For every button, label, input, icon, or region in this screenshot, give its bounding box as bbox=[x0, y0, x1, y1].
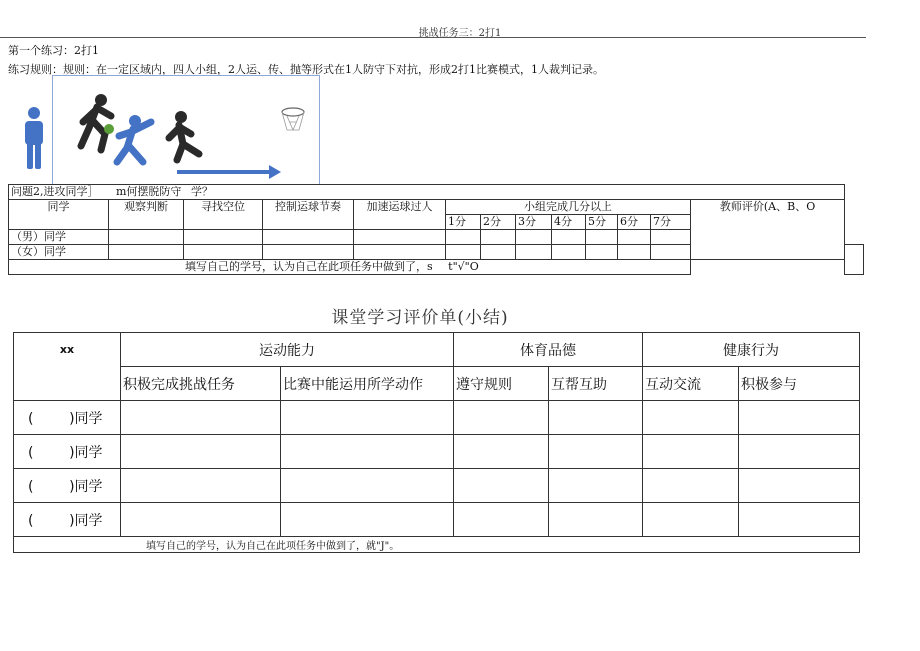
cell[interactable] bbox=[643, 469, 739, 503]
col-student: 同学 bbox=[9, 200, 109, 230]
illustration-frame bbox=[52, 75, 320, 185]
summary-footer-note: 填写自己的学号，认为自己在此项任务中做到了，就"J"。 bbox=[14, 537, 860, 553]
question-text: 问题2,进攻同学］ bbox=[11, 185, 99, 198]
person-jumping-icon bbox=[81, 94, 111, 150]
sub-interact: 互动交流 bbox=[643, 367, 739, 401]
page-header: 挑战任务三：2打1 bbox=[418, 28, 502, 39]
col-find-space: 寻找空位 bbox=[184, 200, 263, 230]
cell[interactable] bbox=[354, 245, 446, 260]
exercise-table bbox=[8, 184, 864, 275]
cell[interactable] bbox=[549, 503, 643, 537]
cell[interactable] bbox=[184, 230, 263, 245]
cell[interactable] bbox=[618, 230, 651, 245]
cell[interactable] bbox=[549, 469, 643, 503]
person-passing-icon bbox=[117, 115, 151, 162]
corner-cell: xx bbox=[14, 333, 121, 401]
cell[interactable] bbox=[281, 435, 454, 469]
sub-help-each-other: 互帮互助 bbox=[549, 367, 643, 401]
group-health-behavior: 健康行为 bbox=[643, 333, 860, 367]
row-label: ( )同学 bbox=[14, 401, 121, 435]
cell[interactable] bbox=[739, 401, 860, 435]
col-score-group: 小组完成几分以上 bbox=[446, 200, 691, 215]
score-3: 3分 bbox=[516, 215, 552, 230]
cell[interactable] bbox=[446, 230, 481, 245]
cell[interactable] bbox=[121, 435, 281, 469]
cell[interactable] bbox=[643, 503, 739, 537]
score-7: 7分 bbox=[651, 215, 691, 230]
table-row bbox=[14, 435, 860, 469]
cell[interactable] bbox=[586, 245, 618, 260]
cell[interactable] bbox=[454, 435, 549, 469]
cell[interactable] bbox=[446, 245, 481, 260]
table-row bbox=[14, 401, 860, 435]
question-text-3: 学？ bbox=[190, 185, 213, 198]
header-divider bbox=[0, 37, 866, 38]
score-1: 1分 bbox=[446, 215, 481, 230]
score-2: 2分 bbox=[481, 215, 516, 230]
table-row bbox=[14, 503, 860, 537]
cell[interactable] bbox=[643, 435, 739, 469]
cell[interactable] bbox=[454, 469, 549, 503]
sub-use-skills: 比赛中能运用所学动作 bbox=[281, 367, 454, 401]
score-4: 4分 bbox=[552, 215, 586, 230]
cell[interactable] bbox=[516, 245, 552, 260]
summary-table bbox=[13, 332, 860, 553]
exercise-title: 第一个练习：2打1 bbox=[8, 44, 99, 57]
cell[interactable] bbox=[586, 230, 618, 245]
col-dribble-rhythm: 控制运球节奏 bbox=[263, 200, 354, 230]
cell[interactable] bbox=[121, 503, 281, 537]
question-cell bbox=[9, 185, 263, 200]
cell[interactable] bbox=[739, 503, 860, 537]
footer-mark: t"√"O bbox=[448, 260, 479, 273]
cell[interactable] bbox=[549, 401, 643, 435]
cell[interactable] bbox=[481, 230, 516, 245]
cell[interactable] bbox=[281, 503, 454, 537]
row-label: ( )同学 bbox=[14, 503, 121, 537]
cell[interactable] bbox=[739, 469, 860, 503]
table-row bbox=[14, 469, 860, 503]
cell[interactable] bbox=[552, 230, 586, 245]
person-running-icon bbox=[169, 111, 199, 160]
col-speed-dribble: 加速运球过人 bbox=[354, 200, 446, 230]
question-text-2: m何摆脱防守 bbox=[116, 185, 182, 198]
sub-participate: 积极参与 bbox=[739, 367, 860, 401]
row-label: ( )同学 bbox=[14, 435, 121, 469]
summary-title: 课堂学习评价单(小结) bbox=[331, 308, 509, 328]
table-footer bbox=[9, 260, 691, 275]
cell[interactable] bbox=[109, 230, 184, 245]
col-observe: 观察判断 bbox=[109, 200, 184, 230]
cell[interactable] bbox=[481, 245, 516, 260]
group-sport-ability: 运动能力 bbox=[121, 333, 454, 367]
cell[interactable] bbox=[643, 401, 739, 435]
cell[interactable] bbox=[263, 245, 354, 260]
footer-note: 填写自己的学号，认为自己在此项任务中做到了，s bbox=[185, 260, 433, 273]
cell[interactable] bbox=[354, 230, 446, 245]
group-sport-ethics: 体育品德 bbox=[454, 333, 643, 367]
row-label-female: （女）同学 bbox=[9, 245, 109, 260]
cell[interactable] bbox=[263, 230, 354, 245]
cell[interactable] bbox=[454, 401, 549, 435]
sub-follow-rules: 遵守规则 bbox=[454, 367, 549, 401]
arrow-right-icon bbox=[177, 165, 281, 179]
person-standing-icon bbox=[18, 105, 50, 171]
score-6: 6分 bbox=[618, 215, 651, 230]
cell[interactable] bbox=[651, 245, 691, 260]
exercise-rules: 练习规则：规则：在一定区域内，四人小组，2人运、传、抛等形式在1人防守下对抗，形成2打1比赛模式，1人裁判记录。 bbox=[8, 63, 604, 76]
cell[interactable] bbox=[281, 469, 454, 503]
sub-complete-challenge: 积极完成挑战任务 bbox=[121, 367, 281, 401]
cell[interactable] bbox=[121, 469, 281, 503]
cell[interactable] bbox=[109, 245, 184, 260]
cell[interactable] bbox=[739, 435, 860, 469]
cell[interactable] bbox=[454, 503, 549, 537]
cell[interactable] bbox=[618, 245, 651, 260]
cell[interactable] bbox=[281, 401, 454, 435]
cell[interactable] bbox=[121, 401, 281, 435]
cell[interactable] bbox=[651, 230, 691, 245]
teacher-eval-cell[interactable] bbox=[845, 245, 864, 275]
basketball-icon bbox=[104, 124, 114, 134]
score-5: 5分 bbox=[586, 215, 618, 230]
col-teacher-eval: 教师评价(A、B、O bbox=[691, 200, 845, 260]
cell[interactable] bbox=[516, 230, 552, 245]
cell[interactable] bbox=[552, 245, 586, 260]
cell[interactable] bbox=[549, 435, 643, 469]
cell[interactable] bbox=[184, 245, 263, 260]
row-label-male: （男）同学 bbox=[9, 230, 109, 245]
row-label: ( )同学 bbox=[14, 469, 121, 503]
basketball-hoop-icon bbox=[282, 108, 304, 130]
